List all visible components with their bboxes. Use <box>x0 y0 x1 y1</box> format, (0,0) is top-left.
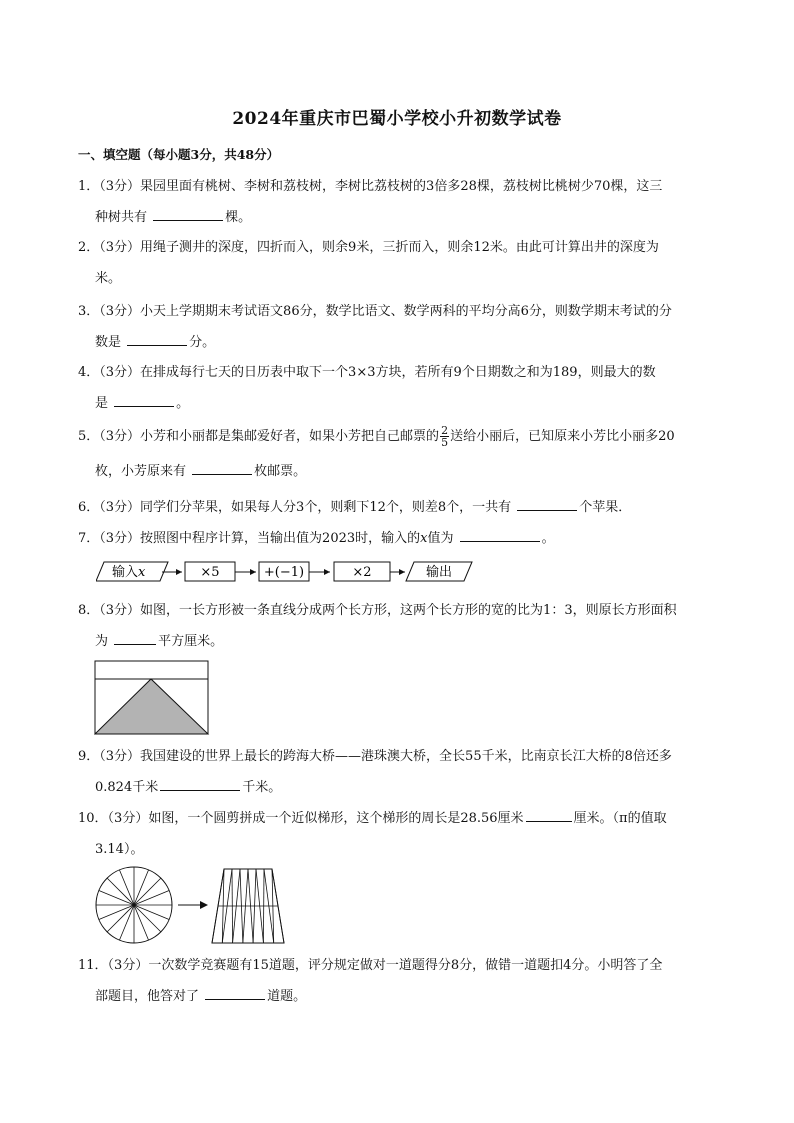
question-number: 8． <box>78 603 100 618</box>
question-text: （3分）果园里面有桃树、李树和荔枝树，李树比荔枝树的3倍多28棵，荔枝树比桃树少70棵，这三 <box>99 179 663 194</box>
question-number: 7． <box>78 531 100 546</box>
program-flowchart <box>96 560 476 584</box>
shaded-triangle <box>95 679 208 734</box>
question-text: 是 <box>95 396 113 411</box>
answer-blank[interactable] <box>114 630 156 645</box>
approximate-trapezoid <box>212 869 284 943</box>
svg-text:+(−1): +(−1) <box>263 565 305 580</box>
question-text: （3分）用绳子测井的深度，四折而入，则余9米，三折而入，则余12米。由此可计算出井的深度为 <box>99 240 659 255</box>
question-9 <box>78 741 723 803</box>
question-text: （3分）如图，一长方形被一条直线分成两个长方形，这两个长方形的宽的比为1：3，则原长方形面积 <box>99 603 677 618</box>
question-text: （3分）小芳和小丽都是集邮爱好者，如果小芳把自己邮票的 <box>99 429 440 444</box>
question-text: 。 <box>541 531 555 546</box>
sector-line <box>134 905 161 932</box>
question-text: 道题。 <box>267 989 307 1004</box>
question-text: （3分）小天上学期期末考试语文86分，数学比语文、数学两科的平均分高6分，则数学期末考试的分 <box>99 304 672 319</box>
output-box <box>406 562 472 581</box>
step-multiply-5 <box>185 562 235 581</box>
question-text: （3分）如图，一个圆剪拼成一个近似梯形，这个梯形的周长是28.56厘米 <box>107 811 524 826</box>
arrowhead <box>250 569 256 575</box>
answer-blank[interactable] <box>127 331 187 346</box>
section-heading: 一、填空题（每小题3分，共48分） <box>78 147 280 162</box>
arrowhead <box>399 569 405 575</box>
question-text: 值为 <box>427 531 458 546</box>
input-box <box>96 562 168 581</box>
arrowhead <box>176 569 182 575</box>
svg-text:输入x <box>112 564 146 580</box>
answer-blank[interactable] <box>526 807 572 822</box>
question-8 <box>78 595 723 657</box>
svg-text:输出: 输出 <box>425 565 453 580</box>
question-number: 11． <box>78 958 108 973</box>
question-text: 送给小丽后，已知原来小芳比小丽多20 <box>450 429 675 444</box>
question-text: 。 <box>176 396 190 411</box>
question-text: 枚，小芳原来有 <box>95 464 191 479</box>
question-text: （3分）在排成每行七天的日历表中取下一个3×3方块，若所有9个日期数之和为189，则最大的数 <box>99 365 656 380</box>
question-text: 厘米。（π的值取 <box>573 811 667 826</box>
step-add-neg-1 <box>259 562 309 581</box>
question-text: 部题目，他答对了 <box>95 989 204 1004</box>
fraction-numerator: 2 <box>441 424 449 437</box>
question-number: 5． <box>78 429 100 444</box>
answer-blank[interactable] <box>114 392 174 407</box>
question-text: 平方厘米。 <box>158 634 224 649</box>
question-text: 为 <box>95 634 113 649</box>
svg-text:×5: ×5 <box>200 565 220 580</box>
question-7 <box>78 523 723 554</box>
question-text: 0.824千米 <box>95 780 159 795</box>
step-multiply-2 <box>334 562 390 581</box>
question-6 <box>78 492 723 523</box>
question-text: 千米。 <box>242 780 282 795</box>
sector-line <box>107 878 134 905</box>
rectangle-figure <box>94 660 210 736</box>
answer-blank[interactable] <box>460 527 540 542</box>
page-title: 2024年重庆市巴蜀小学校小升初数学试卷 <box>232 109 562 129</box>
question-4 <box>78 357 723 419</box>
svg-text:×2: ×2 <box>352 565 372 580</box>
question-1 <box>78 171 723 233</box>
question-text: 分。 <box>189 335 216 350</box>
question-text: （3分）一次数学竞赛题有15道题，评分规定做对一道题得分8分，做错一道题扣4分。小明答了全 <box>107 958 663 973</box>
fraction-denominator: 5 <box>441 436 449 449</box>
question-text: 枚邮票。 <box>254 464 307 479</box>
circle-to-trapezoid-figure <box>94 864 294 948</box>
answer-blank[interactable] <box>160 776 240 791</box>
question-text: 个苹果． <box>579 500 632 515</box>
question-number: 9． <box>78 749 100 764</box>
arrow <box>178 901 208 909</box>
question-number: 10． <box>78 811 108 826</box>
question-11 <box>78 950 723 1012</box>
question-text: 3.14）。 <box>95 842 144 857</box>
input-label: 输入 <box>112 565 139 580</box>
answer-blank[interactable] <box>205 985 265 1000</box>
fraction <box>440 425 449 448</box>
sector-line <box>107 905 134 932</box>
question-text: （3分）我国建设的世界上最长的跨海大桥——港珠澳大桥，全长55千米，比南京长江大桥的8倍还多 <box>99 749 672 764</box>
question-number: 2． <box>78 240 100 255</box>
question-text: 棵。 <box>225 210 252 225</box>
question-text: 米。 <box>95 271 122 286</box>
question-text: 数是 <box>95 335 126 350</box>
answer-blank[interactable] <box>153 206 223 221</box>
question-10 <box>78 803 723 865</box>
question-number: 6． <box>78 500 100 515</box>
sector-circle <box>96 867 172 943</box>
arrowhead <box>324 569 330 575</box>
question-3 <box>78 296 723 358</box>
variable-x: x <box>420 531 428 546</box>
question-text: （3分）按照图中程序计算，当输出值为2023时，输入的 <box>99 531 421 546</box>
question-text: 种树共有 <box>95 210 152 225</box>
question-number: 3． <box>78 304 100 319</box>
question-2 <box>78 232 723 294</box>
question-5 <box>78 421 723 487</box>
question-text: （3分）同学们分苹果，如果每人分3个，则剩下12个，则差8个，一共有 <box>99 500 516 515</box>
sector-line <box>134 878 161 905</box>
question-number: 4． <box>78 365 100 380</box>
answer-blank[interactable] <box>192 460 252 475</box>
answer-blank[interactable] <box>517 496 577 511</box>
question-number: 1． <box>78 179 100 194</box>
input-var: x <box>138 565 146 580</box>
